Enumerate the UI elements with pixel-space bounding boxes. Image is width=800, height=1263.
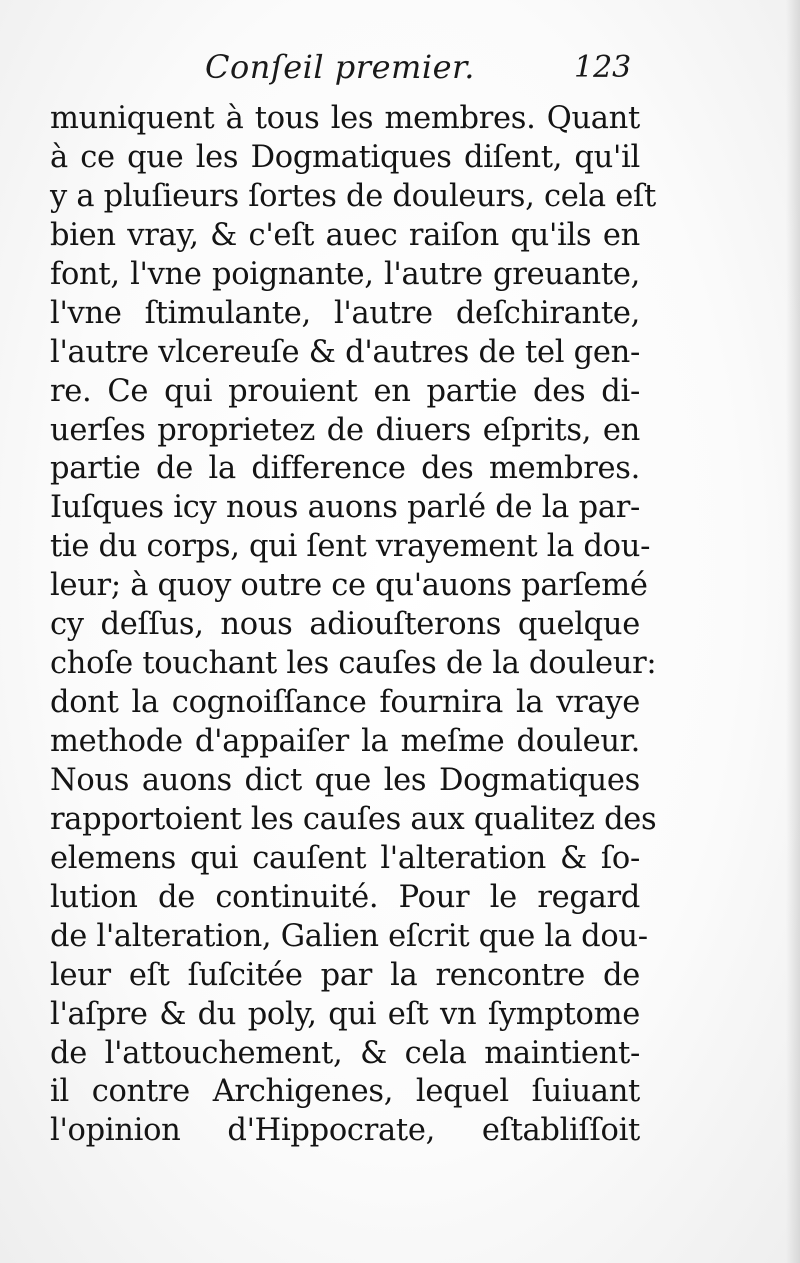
text-line: elemens qui cauſent l'alteration & ſo- — [50, 840, 640, 876]
text-line: leur eſt ſuſcitée par la rencontre de — [50, 957, 640, 993]
text-line: bien vray, & c'eſt auec raiſon qu'ils en — [50, 217, 640, 253]
page-edge-shadow — [786, 0, 800, 1263]
text-line: à ce que les Dogmatiques diſent, qu'il — [50, 139, 640, 175]
text-line: font, l'vne poignante, l'autre greuante, — [50, 256, 640, 292]
text-line: cy deſſus, nous adiouſterons quelque — [50, 607, 640, 643]
text-line: uerſes proprietez de diuers eſprits, en — [50, 412, 640, 448]
running-title: Conſeil premier. — [205, 48, 475, 86]
text-line: il contre Archigenes, lequel ſuiuant — [50, 1074, 640, 1110]
text-line: l'aſpre & du poly, qui eſt vn ſymptome — [50, 996, 640, 1032]
text-line: l'autre vlcereuſe & d'autres de tel gen- — [50, 334, 640, 370]
text-line: choſe touchant les cauſes de la douleur: — [50, 646, 657, 682]
text-line: muniquent à tous les membres. Quant — [50, 101, 640, 136]
page-number: 123 — [574, 50, 632, 85]
text-line: de l'attouchement, & cela maintient- — [50, 1035, 640, 1071]
text-line: methode d'appaiſer la meſme douleur. — [50, 724, 640, 759]
text-line: leur; à quoy outre ce qu'auons parſemé — [50, 568, 648, 604]
text-line: tie du corps, qui ſent vrayement la dou- — [50, 529, 651, 565]
text-line: re. Ce qui prouient en partie des di- — [50, 373, 640, 409]
text-line: dont la cognoiſſance fournira la vraye — [50, 685, 640, 721]
text-line: Nous auons dict que les Dogmatiques — [50, 762, 640, 798]
text-line: Iuſques icy nous auons parlé de la par- — [50, 490, 640, 526]
text-line: partie de la difference des membres. — [50, 451, 640, 487]
text-line: l'opinion d'Hippocrate, eſtabliſſoit — [50, 1113, 640, 1149]
running-head — [0, 48, 800, 96]
text-line: rapportoient les cauſes aux qualitez des — [50, 801, 657, 837]
body-text — [50, 100, 657, 1151]
text-line: de l'alteration, Galien eſcrit que la dou- — [50, 918, 648, 954]
text-line: y a pluſieurs ſortes de douleurs, cela eſt — [50, 178, 656, 214]
text-line: lution de continuité. Pour le regard — [50, 879, 640, 915]
text-line: l'vne ſtimulante, l'autre deſchirante, — [50, 295, 640, 331]
